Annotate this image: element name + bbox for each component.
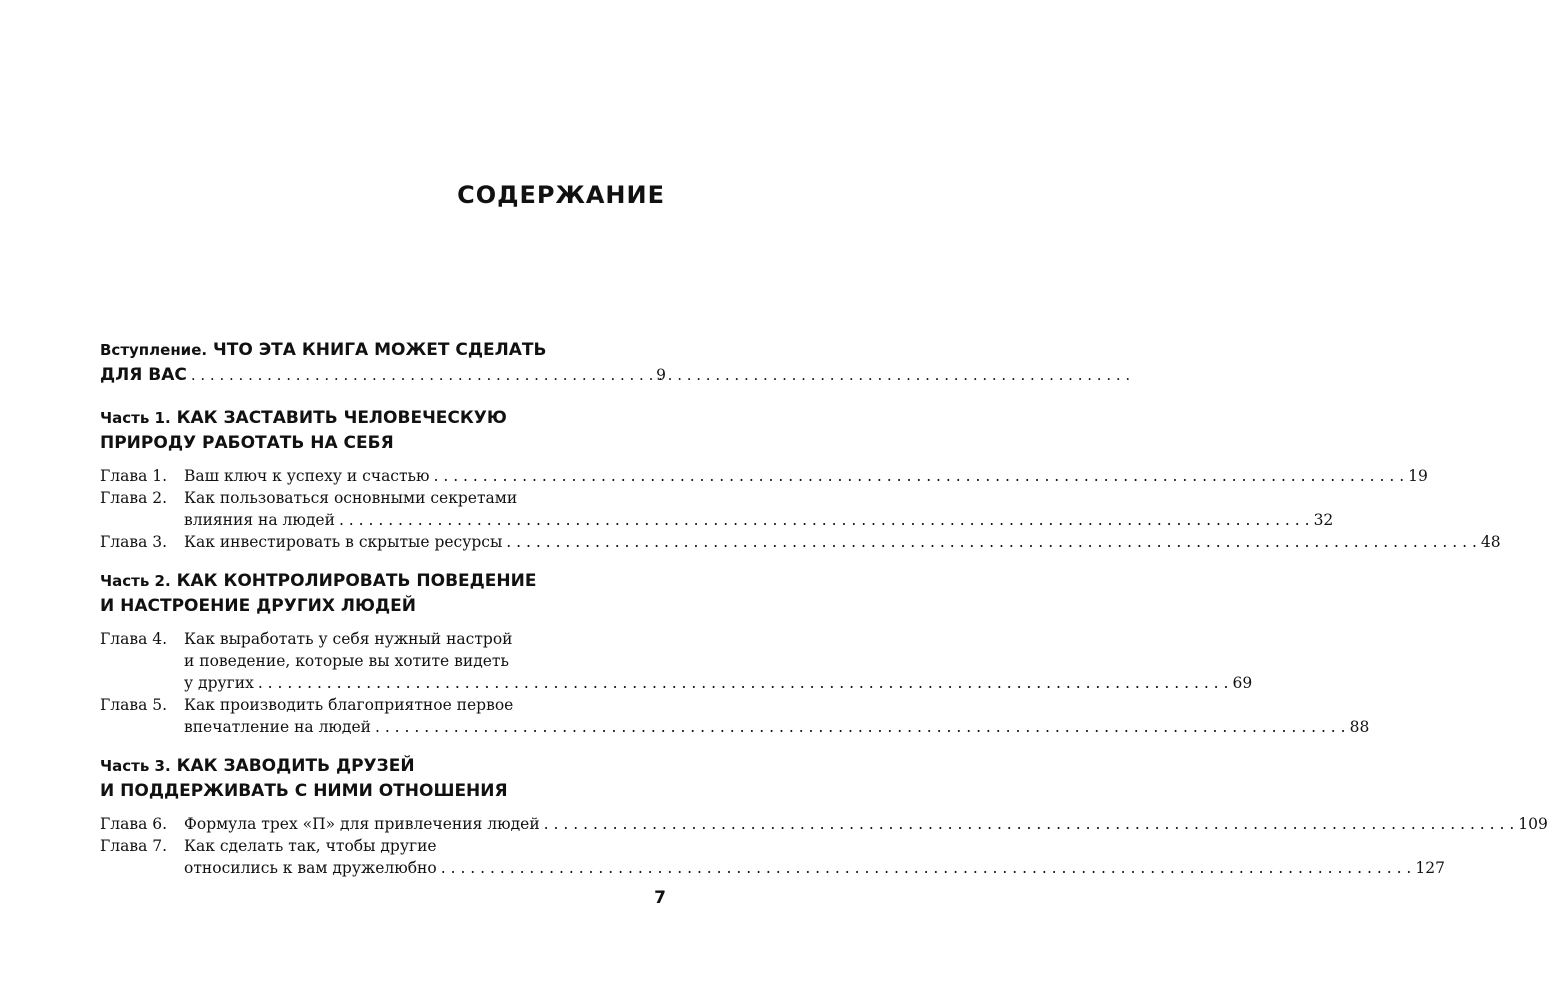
toc-chapter-2[interactable] (100, 487, 1334, 531)
toc-chapter-3[interactable] (100, 531, 1501, 553)
chapter-page-number: 127 (1415, 859, 1445, 877)
chapter-title-line: относились к вам дружелюбно (184, 859, 437, 877)
chapter-page-number: 88 (1349, 718, 1370, 736)
part-title-line1: КАК ЗАСТАВИТЬ ЧЕЛОВЕЧЕСКУЮ (176, 408, 507, 428)
chapter-title-line: влияния на людей (184, 511, 335, 529)
chapter-title-line: Как пользоваться основными секретами (184, 489, 518, 507)
chapter-label: Глава 5. (100, 696, 168, 714)
chapter-title-line: Как производить благоприятное первое (184, 696, 514, 714)
dot-leader (544, 813, 1515, 835)
dot-leader (375, 716, 1346, 738)
part-prefix: Часть 3. (100, 757, 171, 775)
part-title-line1: КАК КОНТРОЛИРОВАТЬ ПОВЕДЕНИЕ (176, 571, 537, 591)
table-of-contents (100, 338, 1548, 895)
toc-part-1 (100, 406, 1501, 553)
toc-chapter-1[interactable] (100, 465, 1428, 487)
chapter-page-number: 19 (1408, 467, 1428, 485)
page-number-footer: 7 (654, 888, 666, 908)
intro-prefix: Вступление. (100, 341, 208, 359)
chapter-title-line: Как сделать так, чтобы другие (184, 837, 437, 855)
chapter-page-number: 32 (1313, 511, 1334, 529)
chapter-list (100, 465, 1501, 553)
chapter-title-line: у других (184, 674, 254, 692)
chapter-title-line: и поведение, которые вы хотите видеть (184, 652, 509, 670)
intro-title-line2: ДЛЯ ВАС (100, 365, 187, 385)
chapter-label: Глава 4. (100, 630, 168, 648)
chapter-list (100, 813, 1548, 879)
chapter-label: Глава 6. (100, 815, 168, 833)
chapter-label: Глава 3. (100, 533, 168, 551)
chapter-page-number: 69 (1232, 674, 1253, 692)
part-heading[interactable] (100, 754, 666, 804)
dot-leader (434, 465, 1405, 487)
chapter-title-line: Как инвестировать в скрытые ресурсы (184, 533, 503, 551)
page-title: СОДЕРЖАНИЕ (457, 181, 665, 209)
toc-part-2 (100, 569, 1370, 738)
chapter-title-line: Ваш ключ к успеху и счастью (184, 467, 430, 485)
part-heading[interactable] (100, 569, 666, 619)
part-title-line2: ПРИРОДУ РАБОТАТЬ НА СЕБЯ (100, 433, 394, 453)
chapter-label: Глава 1. (100, 467, 168, 485)
chapter-title-line: Как выработать у себя нужный настрой (184, 630, 513, 648)
dot-leader (258, 672, 1229, 694)
dot-leader (441, 857, 1412, 879)
chapter-label: Глава 2. (100, 489, 168, 507)
toc-chapter-5[interactable] (100, 694, 1370, 738)
part-title-line1: КАК ЗАВОДИТЬ ДРУЗЕЙ (176, 756, 415, 776)
toc-part-3 (100, 754, 1548, 879)
part-title-line2: И НАСТРОЕНИЕ ДРУГИХ ЛЮДЕЙ (100, 596, 416, 616)
chapter-page-number: 48 (1480, 533, 1501, 551)
chapter-list (100, 628, 1370, 738)
dot-leader (339, 509, 1310, 531)
part-title-line2: И ПОДДЕРЖИВАТЬ С НИМИ ОТНОШЕНИЯ (100, 781, 508, 801)
part-prefix: Часть 1. (100, 409, 171, 427)
chapter-title-line: впечатление на людей (184, 718, 371, 736)
chapter-page-number: 109 (1518, 815, 1548, 833)
toc-intro[interactable] (100, 338, 666, 388)
chapter-label: Глава 7. (100, 837, 168, 855)
dot-leader (506, 531, 1477, 553)
toc-chapter-4[interactable] (100, 628, 1253, 694)
chapter-title-line: Формула трех «П» для привлечения людей (184, 815, 540, 833)
intro-page-number: 9 (656, 366, 666, 384)
toc-chapter-6[interactable] (100, 813, 1548, 835)
intro-heading (100, 338, 666, 388)
part-heading[interactable] (100, 406, 666, 456)
dot-leader (191, 363, 652, 388)
intro-title-line1: ЧТО ЭТА КНИГА МОЖЕТ СДЕЛАТЬ (213, 340, 547, 360)
part-prefix: Часть 2. (100, 572, 171, 590)
toc-chapter-7[interactable] (100, 835, 1445, 879)
